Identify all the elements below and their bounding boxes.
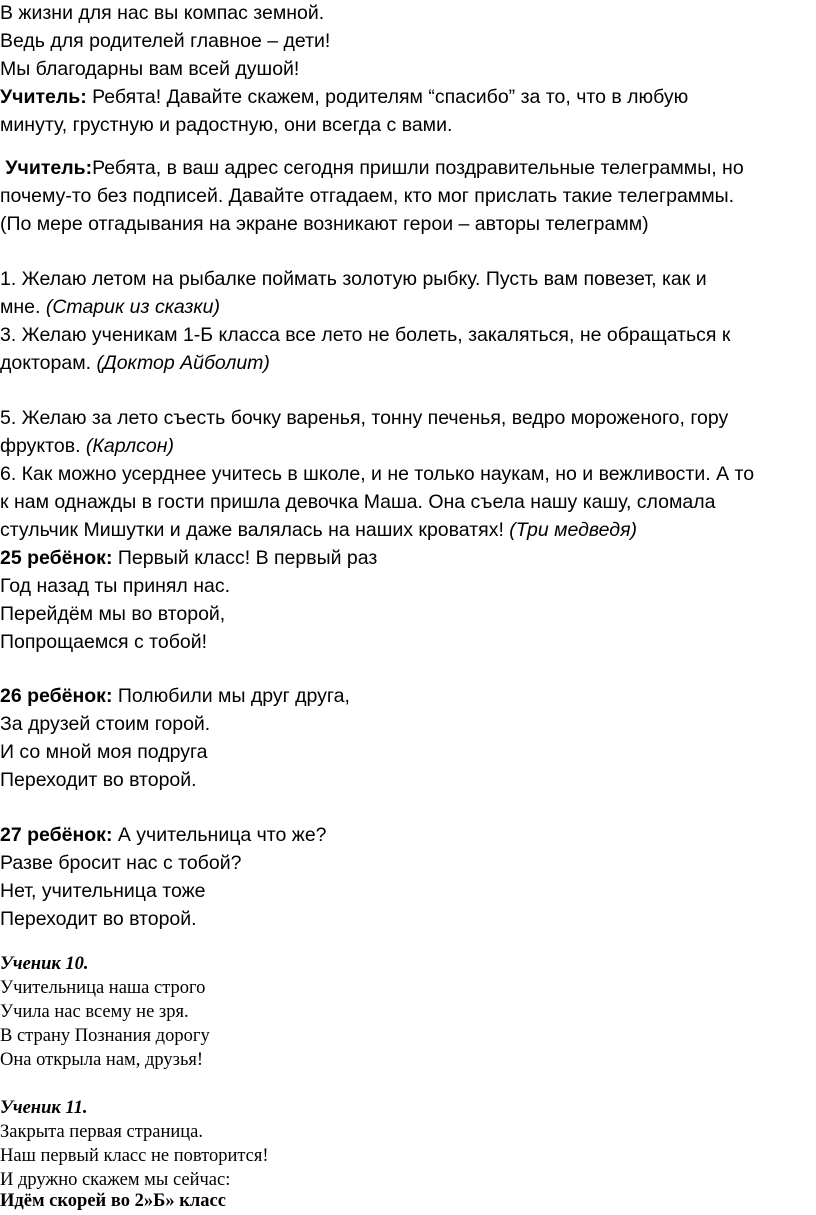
telegram-line: к нам однажды в гости пришла девочка Маша. Она съела нашу кашу, сломала (0, 491, 716, 513)
poem-line: Она открыла нам, друзья! (0, 1050, 204, 1070)
speaker-label: 27 ребёнок: (0, 824, 113, 846)
telegram-line: 1. Желаю летом на рыбалке поймать золотую рыбку. Пусть вам повезет, как и (0, 268, 707, 290)
poem-line: Учила нас всему не зря. (0, 1002, 189, 1022)
telegram-line: стульчик Мишутки и даже валялась на наших кроватях! (Три медведя) (0, 519, 637, 541)
speaker-label: Учитель: (5, 157, 93, 179)
poem-line: Наш первый класс не повторится! (0, 1146, 269, 1166)
poem-line: Закрыта первая страница. (0, 1122, 204, 1142)
poem-line: 26 ребёнок: Полюбили мы друг друга, (0, 685, 350, 707)
poem-line: Разве бросит нас с тобой? (0, 852, 242, 874)
telegram-answer: (Старик из сказки) (45, 296, 220, 318)
telegram-answer: (Три медведя) (509, 519, 637, 541)
poem-line: 25 ребёнок: Первый класс! В первый раз (0, 547, 378, 569)
speaker-label: 25 ребёнок: (0, 547, 113, 569)
poem-line: За друзей стоим горой. (0, 713, 211, 735)
speech-text: Ребята, в ваш адрес сегодня пришли поздравительные телеграммы, но (92, 157, 744, 179)
teacher-paragraph-line: (По мере отгадывания на экране возникают герои – авторы телеграмм) (0, 213, 649, 235)
poem-line: Попрощаемся с тобой! (0, 631, 208, 653)
poem-line: Год назад ты принял нас. (0, 575, 231, 597)
poem-line: Учительница наша строго (0, 978, 206, 998)
telegram-line: докторам. (Доктор Айболит) (0, 352, 270, 374)
poem-line: Переходит во второй. (0, 769, 197, 791)
pupil-heading: Ученик 10. (0, 954, 89, 974)
intro-line: Мы благодарны вам всей душой! (0, 58, 300, 80)
intro-line: Ведь для родителей главное – дети! (0, 30, 331, 52)
poem-line: Перейдём мы во второй, (0, 603, 226, 625)
poem-line: Нет, учительница тоже (0, 880, 206, 902)
telegram-line: 5. Желаю за лето съесть бочку варенья, тонну печенья, ведро мороженого, гору (0, 407, 729, 429)
telegram-answer: (Карлсон) (85, 435, 174, 457)
teacher-paragraph-line (0, 155, 744, 183)
telegram-line: 3. Желаю ученикам 1-Б класса все лето не болеть, закаляться, не обращаться к (0, 324, 731, 346)
final-line: Идём скорей во 2»Б» класс (0, 1191, 226, 1211)
poem-line: 27 ребёнок: А учительница что же? (0, 824, 327, 846)
poem-line: И со мной моя подруга (0, 741, 208, 763)
teacher-paragraph-line: почему-то без подписей. Давайте отгадаем, кто мог прислать такие телеграммы. (0, 185, 735, 207)
teacher-paragraph-line: минуту, грустную и радостную, они всегда с вами. (0, 114, 453, 136)
telegram-answer: (Доктор Айболит) (96, 352, 270, 374)
pupil-heading: Ученик 11. (0, 1098, 88, 1118)
teacher-paragraph-line (0, 84, 688, 112)
speaker-label: 26 ребёнок: (0, 685, 113, 707)
poem-line: И дружно скажем мы сейчас: (0, 1170, 231, 1190)
speaker-label: Учитель: (0, 86, 87, 108)
poem-line: В страну Познания дорогу (0, 1026, 210, 1046)
intro-line: В жизни для нас вы компас земной. (0, 2, 325, 24)
telegram-line: мне. (Старик из сказки) (0, 296, 220, 318)
poem-line: Переходит во второй. (0, 908, 197, 930)
telegram-line: 6. Как можно усерднее учитесь в школе, и не только наукам, но и вежливости. А то (0, 463, 755, 485)
speech-text: Ребята! Давайте скажем, родителям “спасибо” за то, что в любую (86, 86, 689, 108)
telegram-line: фруктов. (Карлсон) (0, 435, 174, 457)
